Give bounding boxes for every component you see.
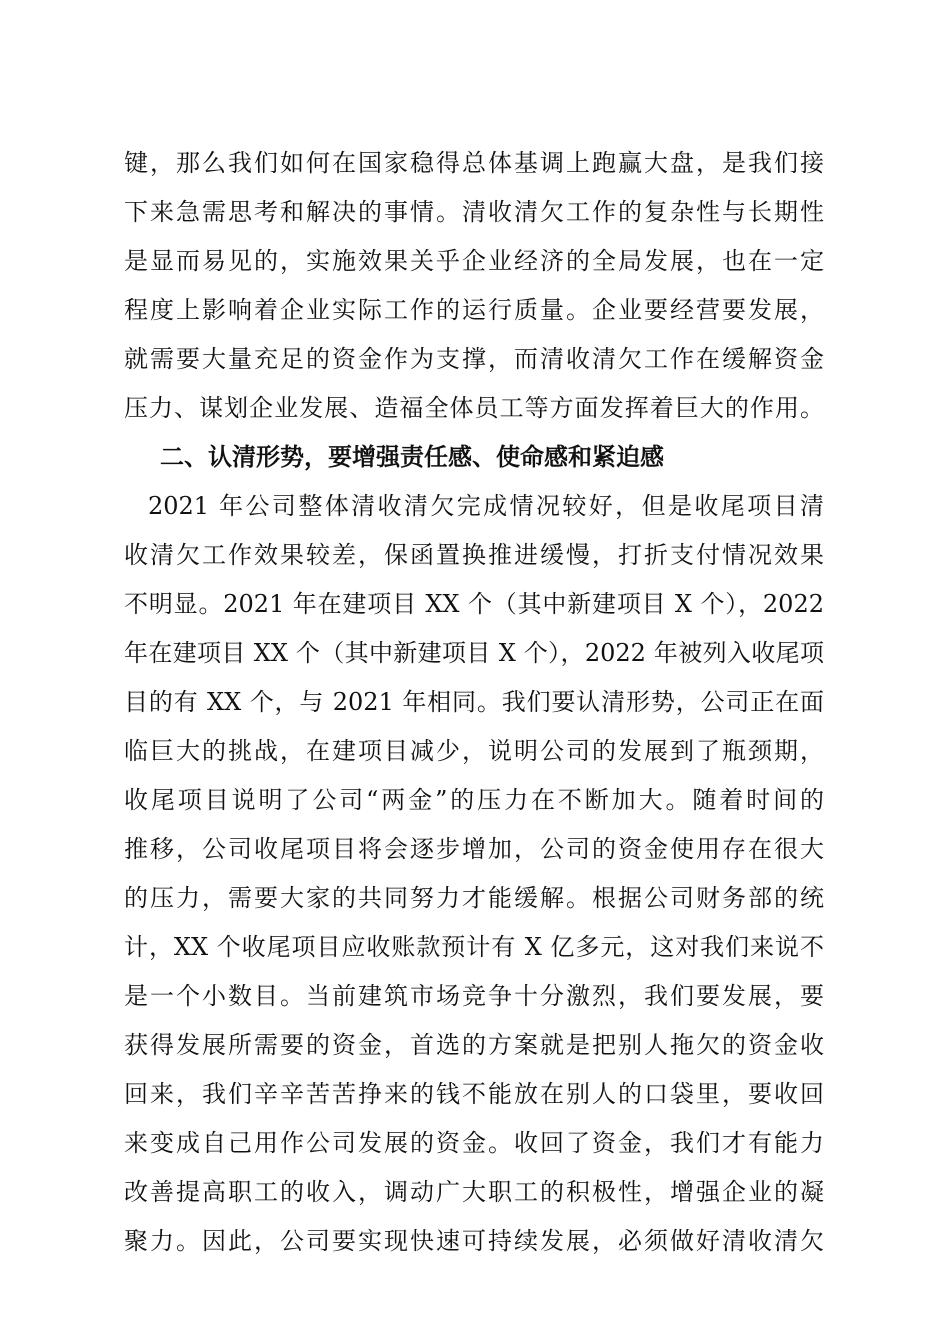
text-line: 收尾项目说明了公司“两金”的压力在不断加大。随着时间的 bbox=[124, 786, 824, 814]
document-body bbox=[124, 139, 824, 1266]
text-line: 年在建项目 XX 个（其中新建项目 X 个），2022 年被列入收尾项 bbox=[124, 639, 824, 667]
text-line: 改善提高职工的收入，调动广大职工的积极性，增强企业的凝 bbox=[124, 1178, 824, 1206]
text-line: 推移，公司收尾项目将会逐步增加，公司的资金使用存在很大 bbox=[124, 835, 824, 863]
text-line: 聚力。因此，公司要实现快速可持续发展，必须做好清收清欠 bbox=[124, 1227, 824, 1255]
text-line: 程度上影响着企业实际工作的运行质量。企业要经营要发展， bbox=[124, 296, 824, 324]
section-heading: 二、认清形势，要增强责任感、使命感和紧迫感 bbox=[160, 443, 664, 471]
paragraph-continued bbox=[124, 139, 824, 433]
paragraph-situation bbox=[124, 482, 824, 1266]
text-line: 目的有 XX 个，与 2021 年相同。我们要认清形势，公司正在面 bbox=[124, 688, 824, 716]
text-line: 压力、谋划企业发展、造福全体员工等方面发挥着巨大的作用。 bbox=[124, 394, 824, 422]
text-line: 计，XX 个收尾项目应收账款预计有 X 亿多元，这对我们来说不 bbox=[124, 933, 824, 961]
text-line: 是显而易见的，实施效果关乎企业经济的全局发展，也在一定 bbox=[124, 247, 824, 275]
text-line: 是一个小数目。当前建筑市场竞争十分激烈，我们要发展，要 bbox=[124, 982, 824, 1010]
text-line: 2021 年公司整体清收清欠完成情况较好，但是收尾项目清 bbox=[148, 492, 824, 520]
text-line: 获得发展所需要的资金，首选的方案就是把别人拖欠的资金收 bbox=[124, 1031, 824, 1059]
text-line: 下来急需思考和解决的事情。清收清欠工作的复杂性与长期性 bbox=[124, 198, 824, 226]
text-line: 就需要大量充足的资金作为支撑，而清收清欠工作在缓解资金 bbox=[124, 345, 824, 373]
text-line: 的压力，需要大家的共同努力才能缓解。根据公司财务部的统 bbox=[124, 884, 824, 912]
text-line: 收清欠工作效果较差，保函置换推进缓慢，打折支付情况效果 bbox=[124, 541, 824, 569]
text-line: 不明显。2021 年在建项目 XX 个（其中新建项目 X 个），2022 bbox=[124, 590, 824, 618]
text-line: 回来，我们辛辛苦苦挣来的钱不能放在别人的口袋里，要收回 bbox=[124, 1080, 824, 1108]
text-line: 来变成自己用作公司发展的资金。收回了资金，我们才有能力 bbox=[124, 1129, 824, 1157]
text-line: 临巨大的挑战，在建项目减少，说明公司的发展到了瓶颈期， bbox=[124, 737, 824, 765]
text-line: 键，那么我们如何在国家稳得总体基调上跑赢大盘，是我们接 bbox=[124, 149, 824, 177]
